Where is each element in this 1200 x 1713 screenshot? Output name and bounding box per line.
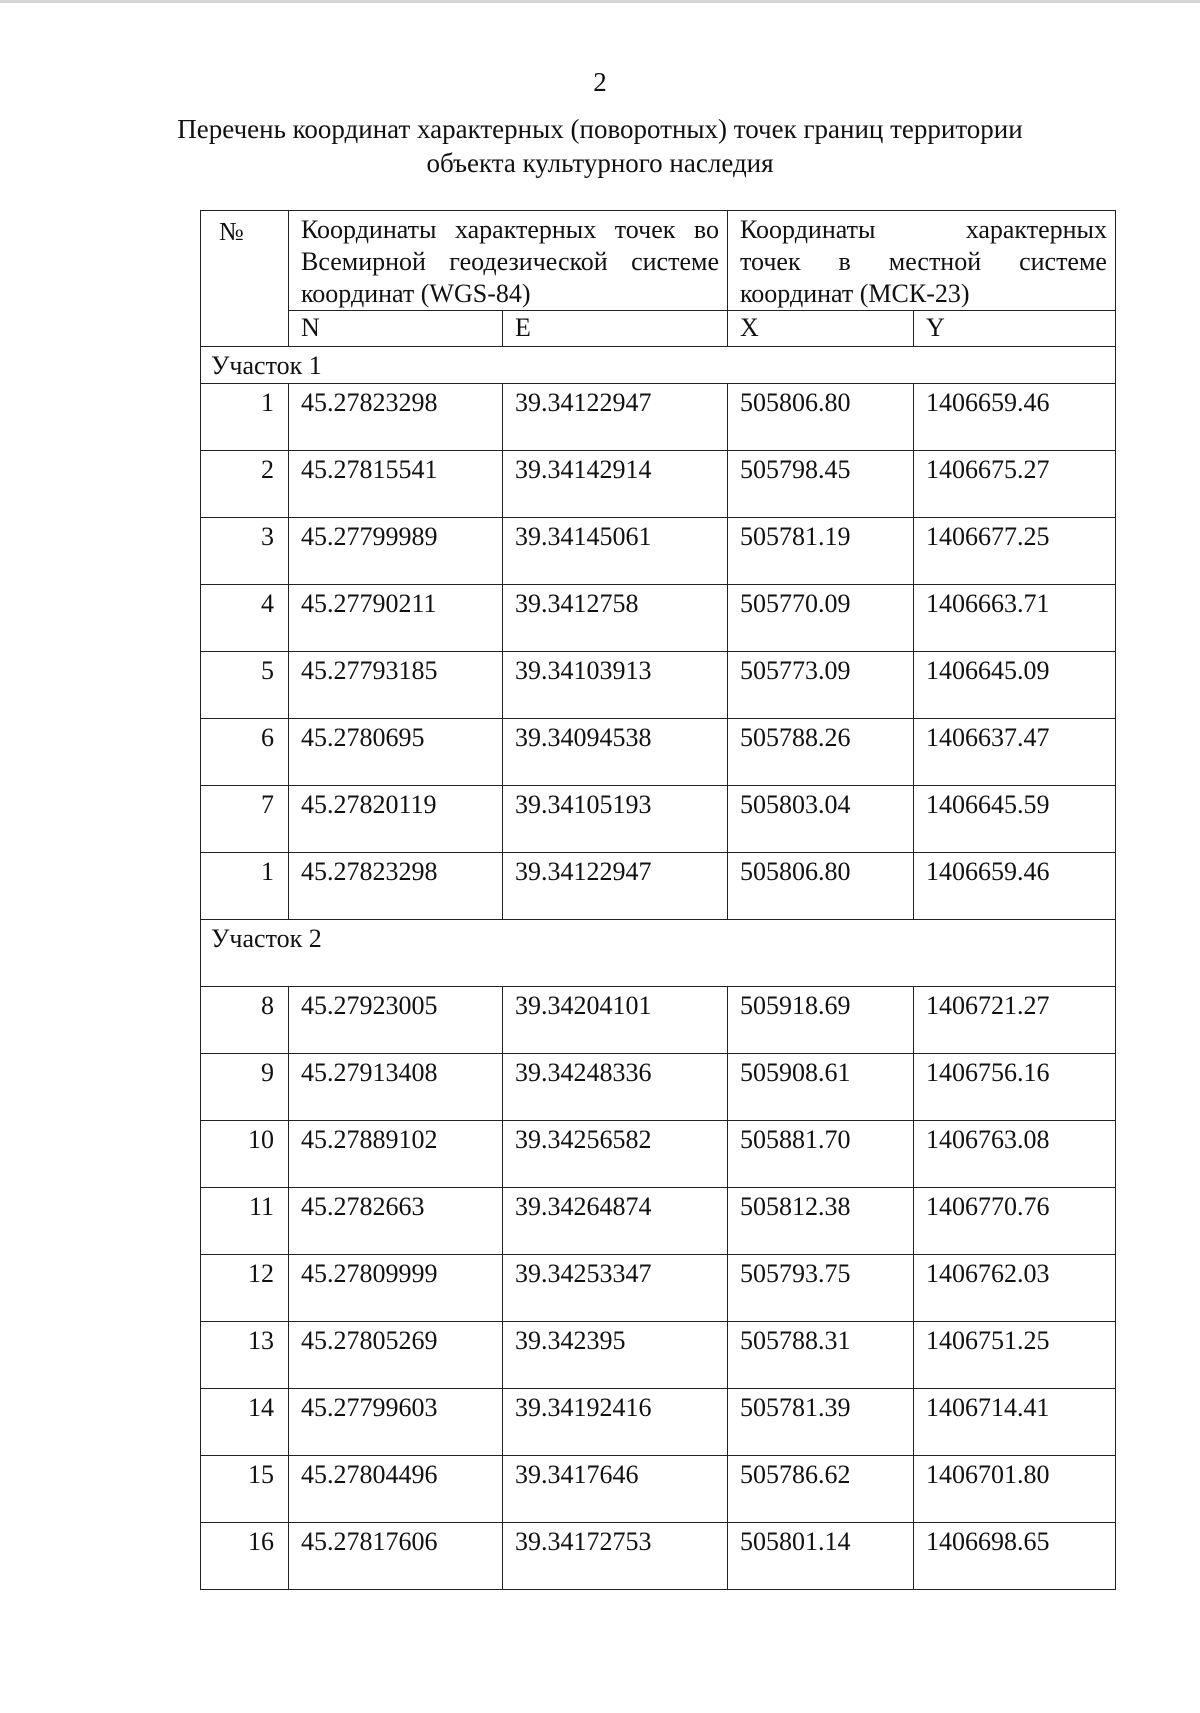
msk-header-word: местной (888, 247, 982, 276)
subheader-x: X (728, 311, 914, 347)
msk-header-line-2 (740, 246, 1107, 278)
cell-y: 1406714.41 (914, 1389, 1116, 1456)
cell-point-number: 9 (201, 1054, 289, 1121)
page-number: 2 (593, 67, 607, 97)
table-row (201, 652, 1116, 719)
table-row (201, 786, 1116, 853)
cell-longitude-e: 39.3417646 (503, 1456, 728, 1523)
table-row (201, 1523, 1116, 1590)
cell-y: 1406701.80 (914, 1456, 1116, 1523)
column-header-msk23 (728, 211, 1116, 311)
table-row (201, 1322, 1116, 1389)
table-row (201, 853, 1116, 920)
cell-latitude-n: 45.2782663 (289, 1188, 503, 1255)
cell-point-number: 1 (201, 853, 289, 920)
cell-point-number: 4 (201, 585, 289, 652)
cell-latitude-n: 45.2780695 (289, 719, 503, 786)
msk-header-word: точек (740, 247, 801, 276)
table-row (201, 1389, 1116, 1456)
cell-latitude-n: 45.27793185 (289, 652, 503, 719)
cell-x: 505781.19 (728, 518, 914, 585)
table-row (201, 1188, 1116, 1255)
title-line-1: Перечень координат характерных (поворотных) точек границ территории (177, 114, 1023, 144)
cell-longitude-e: 39.34145061 (503, 518, 728, 585)
cell-x: 505793.75 (728, 1255, 914, 1322)
cell-y: 1406721.27 (914, 987, 1116, 1054)
title-line-2: объекта культурного наследия (426, 148, 774, 178)
cell-point-number: 11 (201, 1188, 289, 1255)
cell-point-number: 13 (201, 1322, 289, 1389)
table-row (201, 1456, 1116, 1523)
msk-header-word: Координаты (740, 215, 876, 244)
subheader-n: N (289, 311, 503, 347)
table-row (201, 987, 1116, 1054)
cell-latitude-n: 45.27889102 (289, 1121, 503, 1188)
cell-y: 1406763.08 (914, 1121, 1116, 1188)
page-top-edge (0, 0, 1200, 3)
table-subheader-row (201, 311, 1116, 347)
table-row (201, 585, 1116, 652)
cell-y: 1406637.47 (914, 719, 1116, 786)
section-label: Участок 2 (201, 920, 1116, 987)
table-row (201, 1054, 1116, 1121)
table-row (201, 518, 1116, 585)
cell-longitude-e: 39.342395 (503, 1322, 728, 1389)
cell-point-number: 14 (201, 1389, 289, 1456)
cell-longitude-e: 39.3412758 (503, 585, 728, 652)
cell-latitude-n: 45.27815541 (289, 451, 503, 518)
cell-longitude-e: 39.34256582 (503, 1121, 728, 1188)
msk-header-line-1 (740, 214, 1107, 246)
cell-latitude-n: 45.27913408 (289, 1054, 503, 1121)
document-title (150, 112, 1050, 180)
cell-x: 505770.09 (728, 585, 914, 652)
cell-latitude-n: 45.27790211 (289, 585, 503, 652)
cell-point-number: 3 (201, 518, 289, 585)
cell-x: 505786.62 (728, 1456, 914, 1523)
msk-header-word: системе (1019, 247, 1107, 276)
section-label: Участок 1 (201, 347, 1116, 384)
cell-longitude-e: 39.34105193 (503, 786, 728, 853)
cell-latitude-n: 45.27923005 (289, 987, 503, 1054)
table-row (201, 719, 1116, 786)
msk-header-line-3: координат (МСК-23) (740, 279, 970, 308)
table-row (201, 1121, 1116, 1188)
cell-latitude-n: 45.27804496 (289, 1456, 503, 1523)
table-row (201, 1255, 1116, 1322)
cell-y: 1406677.25 (914, 518, 1116, 585)
cell-point-number: 1 (201, 384, 289, 451)
cell-x: 505908.61 (728, 1054, 914, 1121)
cell-longitude-e: 39.34204101 (503, 987, 728, 1054)
table-row (201, 451, 1116, 518)
cell-x: 505788.26 (728, 719, 914, 786)
cell-point-number: 2 (201, 451, 289, 518)
subheader-y: Y (914, 311, 1116, 347)
coordinates-table (200, 210, 1116, 1590)
cell-latitude-n: 45.27820119 (289, 786, 503, 853)
cell-point-number: 5 (201, 652, 289, 719)
cell-y: 1406675.27 (914, 451, 1116, 518)
cell-y: 1406645.59 (914, 786, 1116, 853)
cell-y: 1406762.03 (914, 1255, 1116, 1322)
cell-point-number: 6 (201, 719, 289, 786)
cell-longitude-e: 39.34103913 (503, 652, 728, 719)
cell-longitude-e: 39.34094538 (503, 719, 728, 786)
cell-x: 505881.70 (728, 1121, 914, 1188)
cell-point-number: 7 (201, 786, 289, 853)
cell-latitude-n: 45.27799989 (289, 518, 503, 585)
cell-latitude-n: 45.27799603 (289, 1389, 503, 1456)
cell-x: 505812.38 (728, 1188, 914, 1255)
cell-x: 505801.14 (728, 1523, 914, 1590)
table-row (201, 384, 1116, 451)
cell-y: 1406659.46 (914, 853, 1116, 920)
cell-y: 1406698.65 (914, 1523, 1116, 1590)
cell-longitude-e: 39.34172753 (503, 1523, 728, 1590)
section-row (201, 347, 1116, 384)
subheader-e: E (503, 311, 728, 347)
table-header-row (201, 211, 1116, 311)
column-header-wgs84: Координаты характерных точек во Всемирной геодезической системе координат (WGS-84) (289, 211, 728, 311)
cell-longitude-e: 39.34248336 (503, 1054, 728, 1121)
cell-longitude-e: 39.34122947 (503, 384, 728, 451)
cell-point-number: 15 (201, 1456, 289, 1523)
msk-header-word: характерных (965, 215, 1107, 244)
cell-x: 505788.31 (728, 1322, 914, 1389)
cell-latitude-n: 45.27823298 (289, 853, 503, 920)
cell-latitude-n: 45.27823298 (289, 384, 503, 451)
cell-y: 1406770.76 (914, 1188, 1116, 1255)
cell-x: 505918.69 (728, 987, 914, 1054)
cell-longitude-e: 39.34253347 (503, 1255, 728, 1322)
cell-point-number: 16 (201, 1523, 289, 1590)
cell-point-number: 8 (201, 987, 289, 1054)
cell-latitude-n: 45.27817606 (289, 1523, 503, 1590)
cell-y: 1406751.25 (914, 1322, 1116, 1389)
cell-latitude-n: 45.27809999 (289, 1255, 503, 1322)
cell-latitude-n: 45.27805269 (289, 1322, 503, 1389)
cell-x: 505803.04 (728, 786, 914, 853)
cell-x: 505781.39 (728, 1389, 914, 1456)
section-row (201, 920, 1116, 987)
msk-header-word: в (838, 247, 851, 276)
cell-y: 1406663.71 (914, 585, 1116, 652)
cell-longitude-e: 39.34122947 (503, 853, 728, 920)
cell-longitude-e: 39.34264874 (503, 1188, 728, 1255)
cell-point-number: 10 (201, 1121, 289, 1188)
column-header-number: № (201, 211, 289, 347)
cell-y: 1406645.09 (914, 652, 1116, 719)
cell-longitude-e: 39.34142914 (503, 451, 728, 518)
cell-y: 1406659.46 (914, 384, 1116, 451)
cell-longitude-e: 39.34192416 (503, 1389, 728, 1456)
cell-x: 505773.09 (728, 652, 914, 719)
cell-point-number: 12 (201, 1255, 289, 1322)
cell-y: 1406756.16 (914, 1054, 1116, 1121)
cell-x: 505798.45 (728, 451, 914, 518)
cell-x: 505806.80 (728, 853, 914, 920)
cell-x: 505806.80 (728, 384, 914, 451)
